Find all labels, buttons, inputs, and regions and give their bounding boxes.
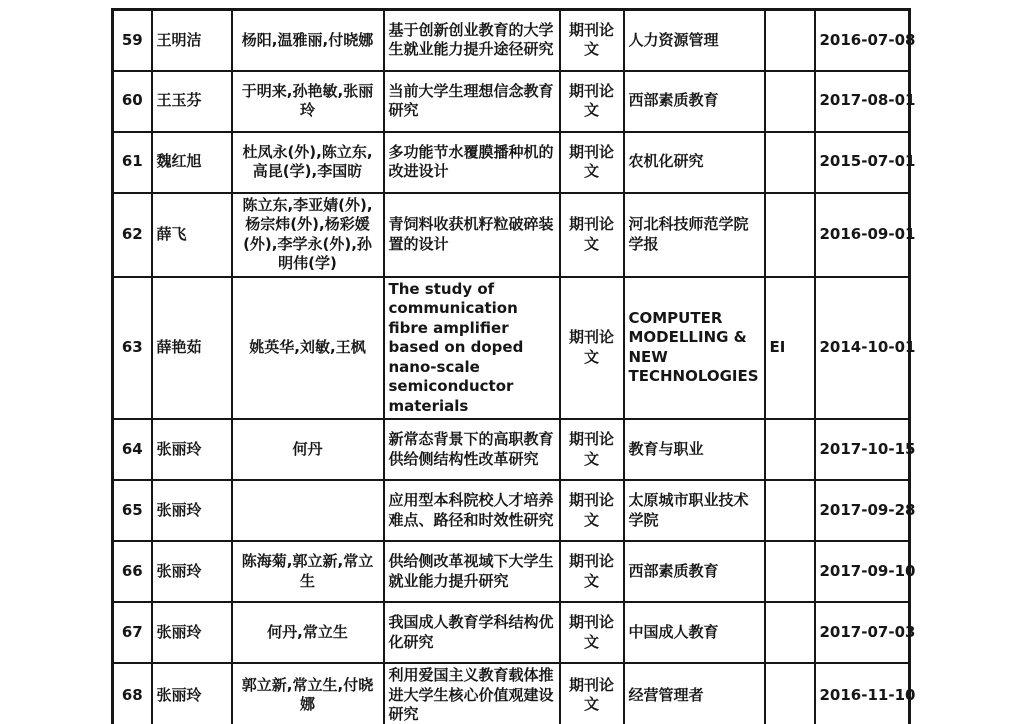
cell-first-author: 张丽玲 xyxy=(152,480,232,541)
cell-coauthors: 何丹 xyxy=(232,419,384,480)
cell-row-number: 60 xyxy=(113,71,152,132)
cell-coauthors xyxy=(232,480,384,541)
cell-publish-date: 2017-10-15 xyxy=(815,419,910,480)
cell-paper-title: 多功能节水覆膜播种机的改进设计 xyxy=(384,132,560,193)
cell-row-number: 61 xyxy=(113,132,152,193)
cell-first-author: 薛飞 xyxy=(152,193,232,277)
cell-index-flag xyxy=(765,602,815,663)
cell-first-author: 张丽玲 xyxy=(152,541,232,602)
cell-coauthors: 何丹,常立生 xyxy=(232,602,384,663)
cell-index-flag xyxy=(765,10,815,71)
cell-journal-name: 河北科技师范学院学报 xyxy=(624,193,765,277)
publications-table xyxy=(111,8,916,724)
cell-row-number: 67 xyxy=(113,602,152,663)
cell-paper-title: 青饲料收获机籽粒破碎装置的设计 xyxy=(384,193,560,277)
cell-paper-title: 利用爱国主义教育载体推进大学生核心价值观建设研究 xyxy=(384,663,560,724)
cell-paper-title: 供给侧改革视域下大学生就业能力提升研究 xyxy=(384,541,560,602)
publication-row xyxy=(113,71,910,132)
cell-publish-date: 2016-07-08 xyxy=(815,10,910,71)
cell-index-flag xyxy=(765,193,815,277)
cell-paper-title: 基于创新创业教育的大学生就业能力提升途径研究 xyxy=(384,10,560,71)
cell-row-number: 59 xyxy=(113,10,152,71)
cell-index-flag xyxy=(765,541,815,602)
cell-publish-date: 2017-09-10 xyxy=(815,541,910,602)
cell-journal-name: 太原城市职业技术学院 xyxy=(624,480,765,541)
cell-first-author: 王玉芬 xyxy=(152,71,232,132)
cell-publish-date: 2016-11-10 xyxy=(815,663,910,724)
cell-first-author: 魏红旭 xyxy=(152,132,232,193)
cell-coauthors: 杜凤永(外),陈立东,高昆(学),李国昉 xyxy=(232,132,384,193)
cell-index-flag xyxy=(765,71,815,132)
cell-row-number: 65 xyxy=(113,480,152,541)
cell-publication-type: 期刊论文 xyxy=(560,663,624,724)
cell-publication-type: 期刊论文 xyxy=(560,193,624,277)
publication-row xyxy=(113,277,910,420)
cell-first-author: 王明洁 xyxy=(152,10,232,71)
cell-publication-type: 期刊论文 xyxy=(560,541,624,602)
publication-row xyxy=(113,602,910,663)
cell-coauthors: 陈海菊,郭立新,常立生 xyxy=(232,541,384,602)
publication-row xyxy=(113,541,910,602)
cell-publication-type: 期刊论文 xyxy=(560,419,624,480)
cell-journal-name: 教育与职业 xyxy=(624,419,765,480)
cell-index-flag xyxy=(765,132,815,193)
publication-row xyxy=(113,419,910,480)
cell-paper-title: 当前大学生理想信念教育研究 xyxy=(384,71,560,132)
cell-journal-name: 人力资源管理 xyxy=(624,10,765,71)
cell-first-author: 张丽玲 xyxy=(152,663,232,724)
publications-table-body xyxy=(113,10,916,724)
cell-row-number: 63 xyxy=(113,277,152,420)
cell-first-author: 薛艳茹 xyxy=(152,277,232,420)
cell-paper-title: 新常态背景下的高职教育供给侧结构性改革研究 xyxy=(384,419,560,480)
publication-row xyxy=(113,663,910,724)
cell-publish-date: 2017-09-28 xyxy=(815,480,910,541)
cell-journal-name: COMPUTER MODELLING & NEW TECHNOLOGIES xyxy=(624,277,765,420)
cell-index-flag xyxy=(765,663,815,724)
cell-publish-date: 2015-07-01 xyxy=(815,132,910,193)
cell-index-flag xyxy=(765,480,815,541)
publication-row xyxy=(113,10,910,71)
publication-row xyxy=(113,132,910,193)
cell-journal-name: 西部素质教育 xyxy=(624,541,765,602)
cell-journal-name: 经营管理者 xyxy=(624,663,765,724)
cell-row-number: 64 xyxy=(113,419,152,480)
cell-publication-type: 期刊论文 xyxy=(560,132,624,193)
cell-coauthors: 姚英华,刘敏,王枫 xyxy=(232,277,384,420)
cell-journal-name: 西部素质教育 xyxy=(624,71,765,132)
cell-publish-date: 2014-10-01 xyxy=(815,277,910,420)
cell-first-author: 张丽玲 xyxy=(152,419,232,480)
cell-paper-title: The study of communication fibre amplifier based on doped nano-scale semiconductor materials xyxy=(384,277,560,420)
cell-row-number: 68 xyxy=(113,663,152,724)
cell-publication-type: 期刊论文 xyxy=(560,10,624,71)
cell-publish-date: 2017-08-01 xyxy=(815,71,910,132)
cell-coauthors: 郭立新,常立生,付晓娜 xyxy=(232,663,384,724)
cell-publication-type: 期刊论文 xyxy=(560,480,624,541)
cell-paper-title: 应用型本科院校人才培养难点、路径和时效性研究 xyxy=(384,480,560,541)
cell-coauthors: 于明来,孙艳敏,张丽玲 xyxy=(232,71,384,132)
cell-publication-type: 期刊论文 xyxy=(560,602,624,663)
cell-publish-date: 2017-07-03 xyxy=(815,602,910,663)
cell-journal-name: 中国成人教育 xyxy=(624,602,765,663)
cell-index-flag xyxy=(765,419,815,480)
cell-index-flag: EI xyxy=(765,277,815,420)
cell-coauthors: 杨阳,温雅丽,付晓娜 xyxy=(232,10,384,71)
cell-first-author: 张丽玲 xyxy=(152,602,232,663)
cell-paper-title: 我国成人教育学科结构优化研究 xyxy=(384,602,560,663)
cell-publication-type: 期刊论文 xyxy=(560,277,624,420)
cell-row-number: 66 xyxy=(113,541,152,602)
publication-row xyxy=(113,480,910,541)
cell-journal-name: 农机化研究 xyxy=(624,132,765,193)
cell-row-number: 62 xyxy=(113,193,152,277)
publication-row xyxy=(113,193,910,277)
cell-publication-type: 期刊论文 xyxy=(560,71,624,132)
cell-coauthors: 陈立东,李亚婧(外),杨宗炜(外),杨彩媛(外),李学永(外),孙明伟(学) xyxy=(232,193,384,277)
cell-publish-date: 2016-09-01 xyxy=(815,193,910,277)
